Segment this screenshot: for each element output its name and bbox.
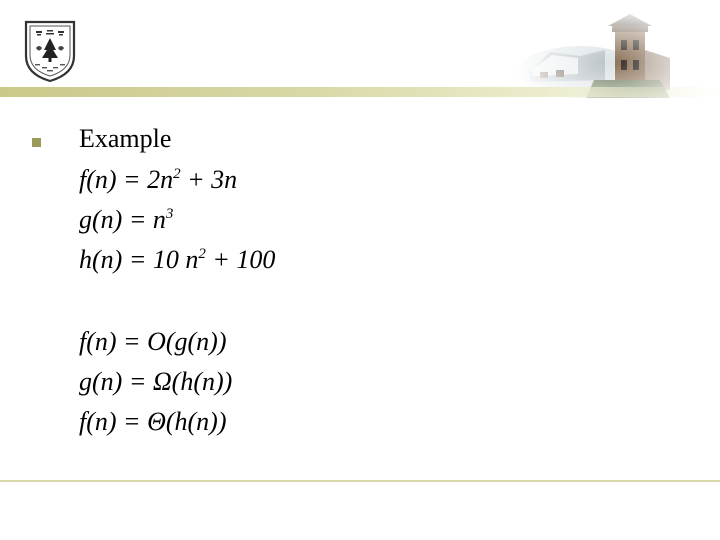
definition-line-h: [79, 245, 275, 275]
university-seal-logo: [22, 18, 78, 84]
header-divider: [0, 87, 720, 97]
definition-line-g: [79, 205, 173, 235]
slide-heading: Example: [79, 124, 172, 153]
relation-big-theta: f(n) = Θ(h(n)): [79, 407, 227, 436]
bullet-square-icon: [32, 138, 41, 147]
definition-rhs: + 100: [205, 245, 276, 274]
definition-exponent: 3: [165, 206, 174, 222]
definition-exponent: 2: [173, 166, 181, 182]
relation-big-omega: g(n) = Ω(h(n)): [79, 367, 233, 396]
definition-lhs: g(n) = n: [79, 205, 166, 234]
footer-divider: [0, 480, 720, 482]
relation-big-o: f(n) = O(g(n)): [79, 327, 227, 356]
definition-lhs: h(n) = 10 n: [79, 245, 199, 274]
definition-line-f: [79, 165, 237, 195]
definition-exponent: 2: [198, 246, 206, 262]
definition-rhs: + 3n: [180, 165, 238, 194]
definition-lhs: f(n) = 2n: [79, 165, 174, 194]
